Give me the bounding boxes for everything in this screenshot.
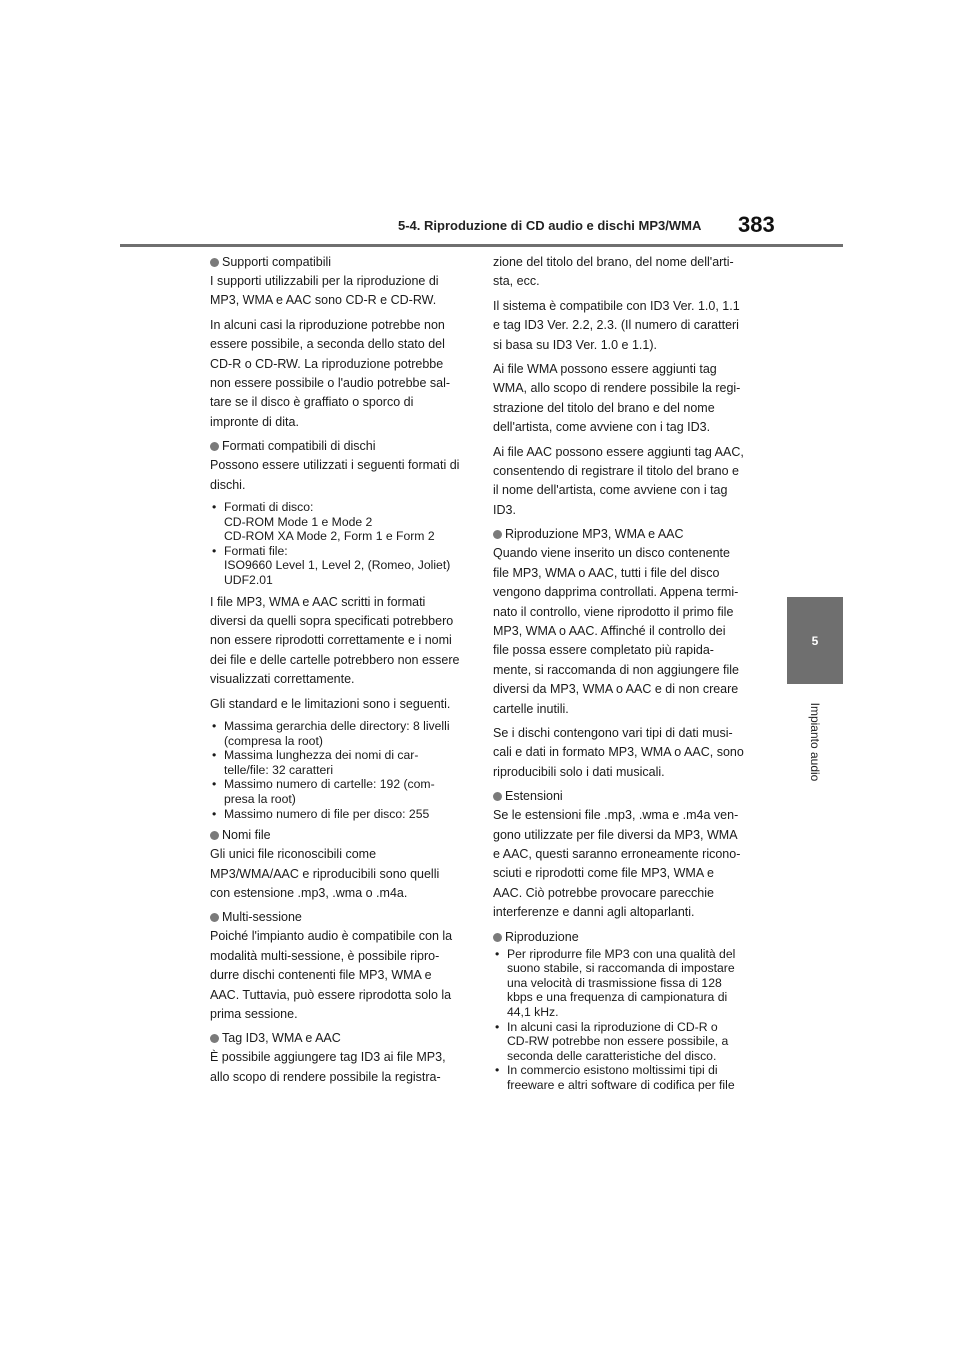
- paragraph: [493, 724, 755, 782]
- bullet-list: [493, 947, 755, 1093]
- paragraph: [210, 316, 470, 432]
- text-line: CD-R o CD-RW. La riproduzione potrebbe: [210, 356, 444, 371]
- text-line: file possa essere completato più rapida-: [493, 643, 714, 658]
- bullet-icon: [210, 831, 219, 840]
- text-line: Ai file AAC possono essere aggiunti tag AAC,: [493, 444, 744, 459]
- chapter-tab[interactable]: [787, 597, 843, 684]
- text-line: telle/file: 32 caratteri: [224, 762, 334, 777]
- paragraph: [210, 695, 470, 714]
- paragraph: [493, 360, 755, 438]
- bullet-icon: [210, 913, 219, 922]
- text-line: cali e dati in formato MP3, WMA o AAC, sono: [493, 745, 744, 760]
- text-line: WMA, allo scopo di rendere possibile la regi-: [493, 381, 741, 396]
- text-line: nato il controllo, viene riprodotto il primo file: [493, 604, 734, 619]
- bullet-icon: [210, 442, 219, 451]
- text-line: gono utilizzate per file diversi da MP3, WMA: [493, 827, 738, 842]
- text-line: non essere riprodotti correttamente e i nomi: [210, 633, 452, 648]
- text-line: • Massimo numero di cartelle: 192 (com-: [224, 777, 435, 792]
- text-line: • Massimo numero di file per disco: 255: [224, 806, 430, 821]
- paragraph: [493, 253, 755, 292]
- text-line: prima sessione.: [210, 1007, 298, 1022]
- bullet-icon: [493, 530, 502, 539]
- text-line: • Massima gerarchia delle directory: 8 livelli: [224, 719, 450, 734]
- text-line: I file MP3, WMA e AAC scritti in formati: [210, 594, 426, 609]
- text-line: Ai file WMA possono essere aggiunti tag: [493, 362, 717, 377]
- section-heading: Supporti compatibili: [210, 253, 470, 272]
- text-line: e AAC, questi saranno erroneamente ricono-: [493, 846, 741, 861]
- text-line: È possibile aggiungere tag ID3 ai file MP3,: [210, 1050, 446, 1065]
- text-line: • Formati file:: [224, 543, 288, 558]
- text-line: Se i dischi contengono vari tipi di dati musi-: [493, 725, 733, 740]
- text-line: sta, ecc.: [493, 274, 540, 289]
- text-line: ISO9660 Level 1, Level 2, (Romeo, Joliet): [224, 558, 451, 573]
- text-line: e tag ID3 Ver. 2.2, 2.3. (Il numero di caratteri: [493, 318, 739, 333]
- text-line: dell'artista, come avviene con i tag ID3.: [493, 420, 711, 435]
- bullet-icon: [493, 792, 502, 801]
- paragraph: [493, 297, 755, 355]
- text-line: con estensione .mp3, .wma o .m4a.: [210, 886, 408, 901]
- text-line: interferenze e danni agli altoparlanti.: [493, 905, 695, 920]
- text-line: CD-RW potrebbe non essere possibile, a: [507, 1034, 729, 1049]
- header-divider: [120, 244, 843, 247]
- text-line: allo scopo di rendere possibile la registra-: [210, 1069, 441, 1084]
- text-line: durre dischi contenenti file MP3, WMA e: [210, 968, 432, 983]
- text-line: si basa su ID3 Ver. 1.0 e 1.1).: [493, 337, 657, 352]
- chapter-label: Impianto audio: [808, 702, 822, 782]
- section-heading: Estensioni: [493, 787, 755, 806]
- text-line: zione del titolo del brano, del nome dell'arti-: [493, 255, 734, 269]
- text-line: una velocità di trasmissione fissa di 128: [507, 975, 722, 990]
- text-line: visualizzati correttamente.: [210, 672, 355, 687]
- text-line: non essere possibile o l'audio potrebbe sal-: [210, 376, 451, 391]
- list-item: [210, 807, 470, 822]
- text-line: riproducibili solo i dati musicali.: [493, 764, 665, 779]
- text-line: sciuti e riprodotti come file MP3, WMA e: [493, 866, 714, 881]
- text-line: freeware e altri software di codifica per file: [507, 1077, 735, 1092]
- section-heading: Multi-sessione: [210, 908, 470, 927]
- page-number: 383: [738, 212, 775, 237]
- left-column: [210, 253, 470, 1092]
- bullet-icon: [210, 1034, 219, 1043]
- text-line: presa la root): [224, 792, 296, 807]
- text-line: diversi da MP3, WMA o AAC e di non creare: [493, 682, 739, 697]
- list-item: [493, 1020, 755, 1064]
- text-line: Poiché l'impianto audio è compatibile con la: [210, 929, 453, 944]
- text-line: AAC. Tuttavia, può essere riprodotta solo la: [210, 987, 452, 1002]
- list-item: [210, 719, 470, 748]
- text-line: (compresa la root): [224, 733, 323, 748]
- section-heading: Tag ID3, WMA e AAC: [210, 1029, 470, 1048]
- paragraph: [493, 544, 755, 719]
- paragraph: [493, 806, 755, 922]
- list-item: [210, 500, 470, 544]
- bullet-icon: [210, 258, 219, 267]
- paragraph: [210, 927, 470, 1024]
- text-line: • In alcuni casi la riproduzione di CD-R o: [507, 1019, 718, 1034]
- text-line: seconda delle caratteristiche del disco.: [507, 1048, 717, 1063]
- text-line: • Per riprodurre file MP3 con una qualità del: [507, 946, 736, 961]
- section-title: 5-4. Riproduzione di CD audio e dischi MP3/WMA: [398, 218, 702, 233]
- bullet-icon: [493, 933, 502, 942]
- text-line: dei file e delle cartelle potrebbero non essere: [210, 652, 460, 667]
- text-line: suono stabile, si raccomanda di impostare: [507, 961, 735, 976]
- list-item: [210, 748, 470, 777]
- section-heading: Nomi file: [210, 826, 470, 845]
- text-line: In alcuni casi la riproduzione potrebbe non: [210, 317, 445, 332]
- section-heading: Riproduzione MP3, WMA e AAC: [493, 525, 755, 544]
- text-line: diversi da quelli sopra specificati potrebbero: [210, 614, 454, 629]
- chapter-number: 5: [811, 633, 819, 648]
- paragraph: [210, 272, 470, 311]
- list-item: [210, 544, 470, 588]
- text-line: Possono essere utilizzati i seguenti formati di: [210, 458, 460, 473]
- list-item: [493, 1063, 755, 1092]
- text-line: modalità multi-sessione, è possibile ripro-: [210, 948, 440, 963]
- text-line: strazione del titolo del brano e del nome: [493, 400, 715, 415]
- text-line: mente, si raccomanda di non aggiungere file: [493, 662, 739, 677]
- right-column: [493, 253, 755, 1098]
- text-line: dischi.: [210, 477, 246, 492]
- text-line: Se le estensioni file .mp3, .wma e .m4a ven-: [493, 808, 739, 823]
- text-line: 44,1 kHz.: [507, 1004, 559, 1019]
- text-line: essere possibile, a seconda dello stato del: [210, 337, 445, 352]
- text-line: CD-ROM XA Mode 2, Form 1 e Form 2: [224, 529, 435, 544]
- paragraph: [493, 443, 755, 521]
- text-line: UDF2.01: [224, 573, 273, 588]
- text-line: file MP3, WMA o AAC, tutti i file del disco: [493, 565, 720, 580]
- text-line: vengono dapprima controllati. Appena termi-: [493, 585, 739, 600]
- text-line: • Massima lunghezza dei nomi di car-: [224, 748, 419, 763]
- list-item: [493, 947, 755, 1020]
- text-line: Gli standard e le limitazioni sono i seguenti.: [210, 696, 451, 711]
- section-heading: Riproduzione: [493, 928, 755, 947]
- text-line: I supporti utilizzabili per la riproduzione di: [210, 274, 439, 288]
- text-line: MP3, WMA e AAC sono CD-R e CD-RW.: [210, 293, 437, 308]
- text-line: impronte di dita.: [210, 414, 299, 429]
- bullet-list: [210, 500, 470, 588]
- paragraph: [210, 845, 470, 903]
- paragraph: [210, 1048, 470, 1087]
- text-line: AAC. Ciò potrebbe provocare parecchie: [493, 885, 714, 900]
- paragraph: [210, 593, 470, 690]
- section-heading: Formati compatibili di dischi: [210, 437, 470, 456]
- list-item: [210, 777, 470, 806]
- text-line: tare se il disco è graffiato o sporco di: [210, 395, 414, 410]
- text-line: CD-ROM Mode 1 e Mode 2: [224, 514, 373, 529]
- text-line: MP3/WMA/AAC e riproducibili sono quelli: [210, 866, 440, 881]
- text-line: ID3.: [493, 502, 516, 517]
- text-line: cartelle inutili.: [493, 701, 569, 716]
- text-line: Quando viene inserito un disco contenente: [493, 546, 730, 561]
- text-line: il nome dell'artista, come avviene con i tag: [493, 483, 728, 498]
- text-line: kbps e una frequenza di campionatura di: [507, 990, 728, 1005]
- text-line: Gli unici file riconoscibili come: [210, 847, 377, 862]
- paragraph: [210, 456, 470, 495]
- text-line: • In commercio esistono moltissimi tipi di: [507, 1063, 718, 1078]
- text-line: • Formati di disco:: [224, 500, 314, 515]
- text-line: Il sistema è compatibile con ID3 Ver. 1.0, 1.1: [493, 298, 740, 313]
- text-line: consentendo di registrare il titolo del brano e: [493, 464, 739, 479]
- bullet-list: [210, 719, 470, 821]
- text-line: MP3, WMA o AAC. Affinché il controllo dei: [493, 623, 726, 638]
